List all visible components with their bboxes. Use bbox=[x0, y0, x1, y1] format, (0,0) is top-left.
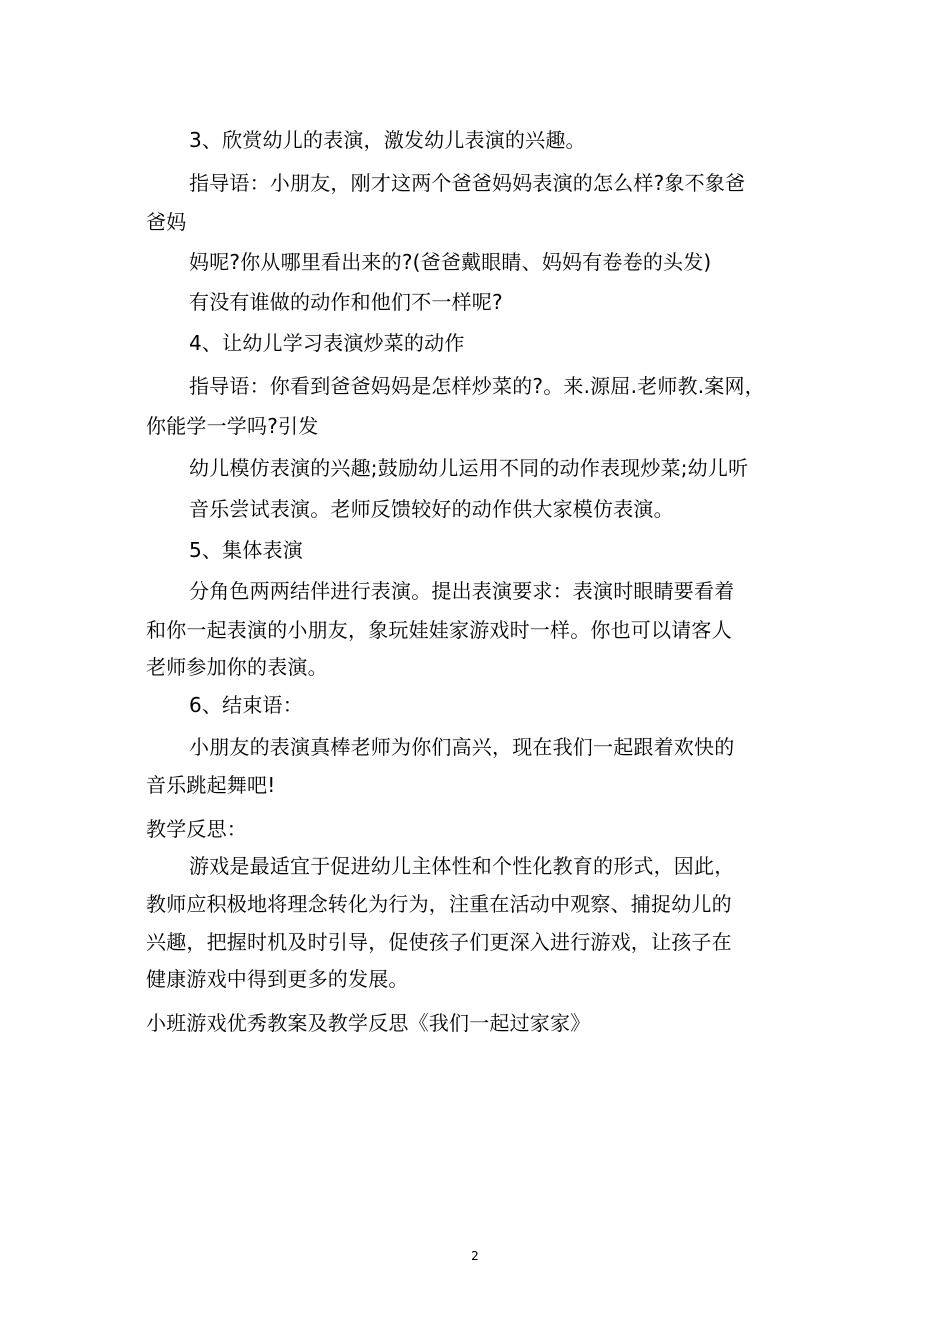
text-line: 5、集体表演 bbox=[189, 538, 303, 562]
text-line: 4、让幼儿学习表演炒菜的动作 bbox=[189, 331, 465, 355]
text-line: 幼儿模仿表演的兴趣;鼓励幼儿运用不同的动作表现炒菜;幼儿听 bbox=[189, 456, 749, 480]
text-line: 分角色两两结伴进行表演。提出表演要求：表演时眼睛要看着 bbox=[189, 579, 735, 603]
text-line: 教师应积极地将理念转化为行为，注重在活动中观察、捕捉幼儿的 bbox=[146, 892, 732, 916]
text-line: 指导语：小朋友，刚才这两个爸爸妈妈表演的怎么样?象不象爸 bbox=[189, 171, 746, 195]
document-title-line: 小班游戏优秀教案及教学反思《我们一起过家家》 bbox=[146, 1011, 591, 1035]
text-line: 你能学一学吗?引发 bbox=[146, 414, 319, 438]
text-line: 老师参加你的表演。 bbox=[146, 655, 328, 679]
section-heading: 教学反思： bbox=[146, 817, 247, 841]
text-line: 兴趣，把握时机及时引导，促使孩子们更深入进行游戏，让孩子在 bbox=[146, 930, 732, 954]
text-line: 指导语：你看到爸爸妈妈是怎样炒菜的?。来.源屈.老师教.案网， bbox=[189, 374, 765, 398]
text-line: 音乐尝试表演。老师反馈较好的动作供大家模仿表演。 bbox=[189, 497, 674, 521]
text-line: 3、欣赏幼儿的表演，激发幼儿表演的兴趣。 bbox=[189, 128, 586, 152]
text-line: 和你一起表演的小朋友，象玩娃娃家游戏时一样。你也可以请客人 bbox=[146, 618, 732, 642]
text-line: 小朋友的表演真棒老师为你们高兴，现在我们一起跟着欢快的 bbox=[189, 735, 735, 759]
text-line: 音乐跳起舞吧! bbox=[146, 773, 276, 797]
text-line: 有没有谁做的动作和他们不一样呢? bbox=[189, 290, 503, 314]
text-line: 妈呢?你从哪里看出来的?(爸爸戴眼睛、妈妈有卷卷的头发) bbox=[189, 250, 712, 274]
page-number: 2 bbox=[471, 1249, 479, 1263]
text-line: 游戏是最适宜于促进幼儿主体性和个性化教育的形式，因此， bbox=[189, 854, 735, 878]
text-line: 健康游戏中得到更多的发展。 bbox=[146, 967, 409, 991]
text-line: 6、结束语： bbox=[189, 693, 303, 717]
text-line: 爸妈 bbox=[146, 210, 187, 234]
